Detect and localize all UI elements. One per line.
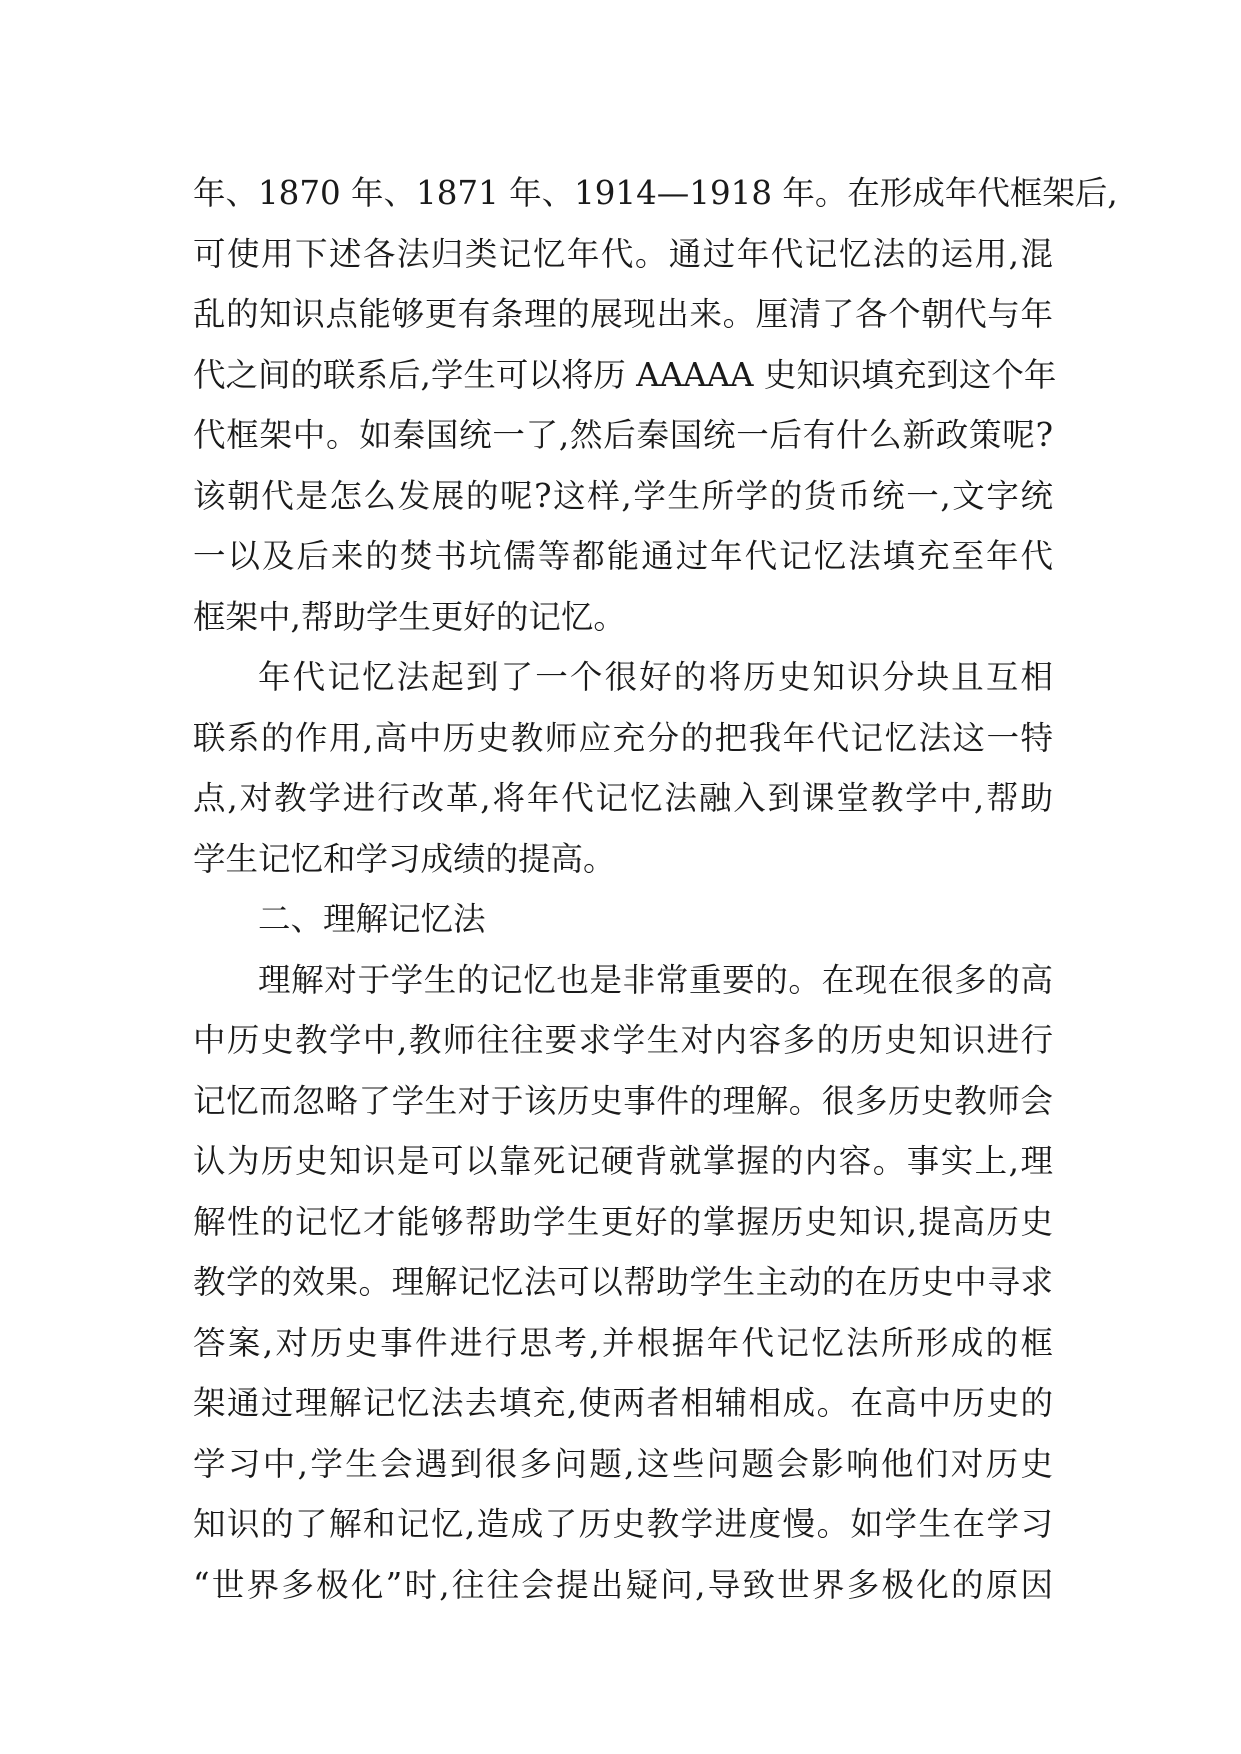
text-line: 知识的了解和记忆,造成了历史教学进度慢。如学生在学习 bbox=[193, 1505, 1053, 1543]
text-line: 解性的记忆才能够帮助学生更好的掌握历史知识,提高历史 bbox=[193, 1202, 1053, 1241]
text-line: 该朝代是怎么发展的呢?这样,学生所学的货币统一,文字统 bbox=[193, 476, 1053, 515]
text-line: 年、1870 年、1871 年、1914—1918 年。在形成年代框架后, bbox=[193, 174, 1118, 212]
paragraph-first-line: 年代记忆法起到了一个很好的将历史知识分块且互相 bbox=[258, 658, 1053, 696]
text-line: 记忆而忽略了学生对于该历史事件的理解。很多历史教师会 bbox=[193, 1081, 1053, 1120]
text-line: 框架中,帮助学生更好的记忆。 bbox=[193, 597, 626, 636]
text-line: 架通过理解记忆法去填充,使两者相辅相成。在高中历史的 bbox=[193, 1384, 1053, 1422]
text-line: 中历史教学中,教师往往要求学生对内容多的历史知识进行 bbox=[193, 1021, 1053, 1059]
text-line: 代之间的联系后,学生可以将历 AAAAA 史知识填充到这个年 bbox=[193, 355, 1057, 394]
text-line: 答案,对历史事件进行思考,并根据年代记忆法所形成的框 bbox=[193, 1323, 1053, 1362]
body-text bbox=[193, 163, 1118, 1615]
section-heading: 二、理解记忆法 bbox=[258, 900, 486, 938]
text-line: “世界多极化”时,往往会提出疑问,导致世界多极化的原因 bbox=[193, 1565, 1053, 1604]
text-line: 学生记忆和学习成绩的提高。 bbox=[193, 839, 616, 878]
text-line: 点,对教学进行改革,将年代记忆法融入到课堂教学中,帮助 bbox=[193, 779, 1053, 817]
text-line: 联系的作用,高中历史教师应充分的把我年代记忆法这一特 bbox=[193, 718, 1053, 757]
text-line: 一以及后来的焚书坑儒等都能通过年代记忆法填充至年代 bbox=[193, 537, 1053, 575]
text-line: 可使用下述各法归类记忆年代。通过年代记忆法的运用,混 bbox=[193, 234, 1053, 273]
text-line: 教学的效果。理解记忆法可以帮助学生主动的在历史中寻求 bbox=[193, 1263, 1053, 1301]
text-line: 学习中,学生会遇到很多问题,这些问题会影响他们对历史 bbox=[193, 1444, 1053, 1483]
text-line: 认为历史知识是可以靠死记硬背就掌握的内容。事实上,理 bbox=[193, 1142, 1053, 1180]
text-line: 代框架中。如秦国统一了,然后秦国统一后有什么新政策呢? bbox=[193, 416, 1053, 454]
text-line: 乱的知识点能够更有条理的展现出来。厘清了各个朝代与年 bbox=[193, 295, 1053, 333]
paragraph-first-line: 理解对于学生的记忆也是非常重要的。在现在很多的高 bbox=[258, 960, 1053, 999]
